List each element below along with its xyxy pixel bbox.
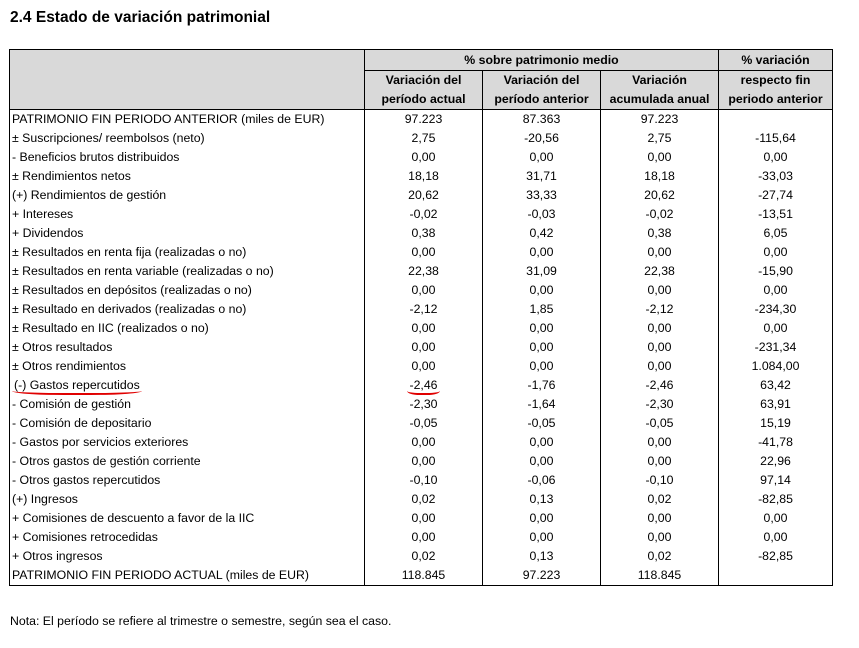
value-cell-col4 bbox=[719, 433, 833, 452]
value-cell-col1 bbox=[365, 509, 483, 528]
value-cell-col2 bbox=[483, 452, 601, 471]
value-text: 97.223 bbox=[404, 112, 443, 126]
value-text: 0,00 bbox=[647, 283, 672, 297]
value-text: 0,13 bbox=[529, 492, 554, 506]
value-cell-col2 bbox=[483, 319, 601, 338]
value-text: 0,00 bbox=[411, 150, 436, 164]
value-text: -41,78 bbox=[758, 435, 793, 449]
value-text: 0,00 bbox=[647, 435, 672, 449]
value-cell-col1 bbox=[365, 395, 483, 414]
value-text: 97.223 bbox=[522, 568, 561, 582]
table-header bbox=[10, 50, 833, 110]
table-row bbox=[10, 471, 833, 490]
value-text: 0,00 bbox=[529, 435, 554, 449]
value-text: -2,46 bbox=[645, 378, 674, 392]
value-text: 20,62 bbox=[408, 188, 439, 202]
value-text: -0,05 bbox=[409, 416, 438, 430]
row-label bbox=[10, 566, 365, 586]
value-cell-col3 bbox=[601, 566, 719, 586]
value-cell-col2 bbox=[483, 547, 601, 566]
value-cell-col3 bbox=[601, 224, 719, 243]
row-label bbox=[10, 167, 365, 186]
table-row bbox=[10, 395, 833, 414]
value-cell-col4 bbox=[719, 338, 833, 357]
value-text: 31,71 bbox=[526, 169, 557, 183]
row-label-text: ± Resultados en depósitos (realizadas o no) bbox=[12, 283, 252, 297]
row-label-text: PATRIMONIO FIN PERIODO ACTUAL (miles de EUR) bbox=[12, 568, 309, 582]
row-label bbox=[10, 129, 365, 148]
value-text: 0,00 bbox=[411, 321, 436, 335]
value-cell-col1 bbox=[365, 376, 483, 395]
value-cell-col3 bbox=[601, 148, 719, 167]
header-label-blank bbox=[10, 50, 365, 110]
value-cell-col4 bbox=[719, 547, 833, 566]
row-label-text: ± Resultados en renta fija (realizadas o no) bbox=[12, 245, 247, 259]
row-label-text: (+) Ingresos bbox=[12, 492, 78, 506]
value-cell-col3 bbox=[601, 338, 719, 357]
row-label-text: ± Resultado en IIC (realizados o no) bbox=[12, 321, 209, 335]
row-label-text: ± Otros resultados bbox=[12, 340, 113, 354]
value-text: -82,85 bbox=[758, 549, 793, 563]
value-cell-col1 bbox=[365, 414, 483, 433]
table-row bbox=[10, 547, 833, 566]
table-row bbox=[10, 262, 833, 281]
value-cell-col4 bbox=[719, 376, 833, 395]
value-text: 0,00 bbox=[647, 530, 672, 544]
row-label bbox=[10, 110, 365, 130]
value-text: 0,00 bbox=[529, 340, 554, 354]
row-label bbox=[10, 395, 365, 414]
value-text: 31,09 bbox=[526, 264, 557, 278]
value-cell-col1 bbox=[365, 186, 483, 205]
value-text: 118.845 bbox=[637, 568, 682, 582]
value-cell-col2 bbox=[483, 395, 601, 414]
value-cell-col1 bbox=[365, 338, 483, 357]
row-label bbox=[10, 319, 365, 338]
value-cell-col1 bbox=[365, 167, 483, 186]
value-text: -234,30 bbox=[754, 302, 797, 316]
value-text: 0,00 bbox=[763, 283, 788, 297]
value-cell-col2 bbox=[483, 205, 601, 224]
value-cell-col2 bbox=[483, 414, 601, 433]
value-cell-col3 bbox=[601, 243, 719, 262]
value-cell-col3 bbox=[601, 262, 719, 281]
header-pct-line2: respecto fin bbox=[719, 71, 833, 91]
value-text: 0,00 bbox=[529, 283, 554, 297]
table-row bbox=[10, 528, 833, 547]
value-text: 18,18 bbox=[408, 169, 439, 183]
row-label bbox=[10, 224, 365, 243]
value-text: 0,00 bbox=[411, 530, 436, 544]
header-col2-line1: Variación del bbox=[483, 71, 601, 91]
value-text: 0,00 bbox=[763, 321, 788, 335]
value-text: -0,10 bbox=[409, 473, 438, 487]
row-label bbox=[10, 433, 365, 452]
value-text: -1,76 bbox=[527, 378, 556, 392]
value-cell-col1 bbox=[365, 452, 483, 471]
value-cell-col2 bbox=[483, 528, 601, 547]
row-label-text: + Dividendos bbox=[12, 226, 84, 240]
value-text: -2,12 bbox=[409, 302, 438, 316]
value-text: 0,02 bbox=[647, 549, 672, 563]
table-row bbox=[10, 205, 833, 224]
table-row bbox=[10, 300, 833, 319]
value-cell-col2 bbox=[483, 243, 601, 262]
table-row bbox=[10, 414, 833, 433]
value-text: 1.084,00 bbox=[751, 359, 800, 373]
value-cell-col1 bbox=[365, 433, 483, 452]
value-cell-col3 bbox=[601, 281, 719, 300]
value-text: -0,06 bbox=[527, 473, 556, 487]
value-cell-col2 bbox=[483, 357, 601, 376]
value-text: -2,30 bbox=[645, 397, 674, 411]
value-cell-col2 bbox=[483, 376, 601, 395]
value-text: 87.363 bbox=[522, 112, 561, 126]
value-text: 0,42 bbox=[529, 226, 554, 240]
table-body bbox=[10, 110, 833, 586]
row-label-text: + Intereses bbox=[12, 207, 74, 221]
row-label-text: + Comisiones de descuento a favor de la IIC bbox=[12, 511, 255, 525]
row-label bbox=[10, 547, 365, 566]
value-text: 0,02 bbox=[647, 492, 672, 506]
value-text: -33,03 bbox=[758, 169, 793, 183]
value-text: 0,00 bbox=[411, 245, 436, 259]
header-col1-line2: período actual bbox=[365, 90, 483, 110]
row-label-text: ± Resultado en derivados (realizadas o no) bbox=[12, 302, 247, 316]
value-text: 18,18 bbox=[644, 169, 675, 183]
value-text: 0,00 bbox=[647, 511, 672, 525]
value-cell-col1 bbox=[365, 490, 483, 509]
value-cell-col1 bbox=[365, 262, 483, 281]
row-label bbox=[10, 490, 365, 509]
row-label bbox=[10, 338, 365, 357]
value-cell-col3 bbox=[601, 357, 719, 376]
value-text: -2,30 bbox=[409, 397, 438, 411]
value-cell-col1 bbox=[365, 281, 483, 300]
value-cell-col4 bbox=[719, 129, 833, 148]
value-cell-col3 bbox=[601, 490, 719, 509]
value-text: 0,00 bbox=[411, 511, 436, 525]
table-row bbox=[10, 566, 833, 586]
value-cell-col2 bbox=[483, 490, 601, 509]
value-text: 0,13 bbox=[529, 549, 554, 563]
value-text: 2,75 bbox=[647, 131, 672, 145]
value-cell-col1 bbox=[365, 148, 483, 167]
value-cell-col3 bbox=[601, 395, 719, 414]
table-row bbox=[10, 319, 833, 338]
value-cell-col2 bbox=[483, 338, 601, 357]
value-text: -27,74 bbox=[758, 188, 793, 202]
table-row bbox=[10, 148, 833, 167]
value-cell-col2 bbox=[483, 148, 601, 167]
value-text: 33,33 bbox=[526, 188, 557, 202]
value-cell-col4 bbox=[719, 490, 833, 509]
row-label-text: ± Suscripciones/ reembolsos (neto) bbox=[12, 131, 205, 145]
value-cell-col4 bbox=[719, 110, 833, 130]
value-cell-col3 bbox=[601, 319, 719, 338]
value-cell-col2 bbox=[483, 281, 601, 300]
value-cell-col2 bbox=[483, 129, 601, 148]
value-cell-col1 bbox=[365, 224, 483, 243]
value-cell-col2 bbox=[483, 566, 601, 586]
value-text: 0,00 bbox=[763, 245, 788, 259]
row-label bbox=[10, 509, 365, 528]
row-label-text: + Otros ingresos bbox=[12, 549, 103, 563]
value-cell-col4 bbox=[719, 528, 833, 547]
table-row bbox=[10, 110, 833, 130]
row-label-text: + Comisiones retrocedidas bbox=[12, 530, 158, 544]
footnote: Nota: El período se refiere al trimestre o semestre, según sea el caso. bbox=[10, 614, 392, 628]
value-cell-col4 bbox=[719, 509, 833, 528]
value-cell-col3 bbox=[601, 509, 719, 528]
value-text: 0,00 bbox=[411, 435, 436, 449]
value-text: 0,00 bbox=[529, 359, 554, 373]
row-label bbox=[10, 281, 365, 300]
value-cell-col4 bbox=[719, 357, 833, 376]
table-row bbox=[10, 433, 833, 452]
row-label bbox=[10, 243, 365, 262]
value-cell-col2 bbox=[483, 110, 601, 130]
value-text: 0,00 bbox=[529, 245, 554, 259]
value-cell-col3 bbox=[601, 528, 719, 547]
value-cell-col4 bbox=[719, 300, 833, 319]
value-cell-col3 bbox=[601, 110, 719, 130]
value-cell-col2 bbox=[483, 186, 601, 205]
value-text: -115,64 bbox=[755, 131, 796, 145]
value-cell-col4 bbox=[719, 471, 833, 490]
value-text: 97,14 bbox=[760, 473, 791, 487]
value-text: 1,85 bbox=[529, 302, 554, 316]
highlighted-row-label: (-) Gastos repercutidos bbox=[12, 377, 142, 395]
row-label-text: ± Otros rendimientos bbox=[12, 359, 127, 373]
value-text: -0,02 bbox=[409, 207, 438, 221]
value-text: 0,00 bbox=[647, 245, 672, 259]
value-cell-col4 bbox=[719, 262, 833, 281]
value-cell-col1 bbox=[365, 471, 483, 490]
value-cell-col3 bbox=[601, 471, 719, 490]
value-text: 2,75 bbox=[411, 131, 436, 145]
table-row bbox=[10, 376, 833, 395]
row-label-text: - Comisión de gestión bbox=[12, 397, 131, 411]
value-cell-col4 bbox=[719, 243, 833, 262]
row-label-text: - Comisión de depositario bbox=[12, 416, 152, 430]
row-label bbox=[10, 148, 365, 167]
header-col3-line1: Variación bbox=[601, 71, 719, 91]
value-cell-col3 bbox=[601, 300, 719, 319]
value-cell-col2 bbox=[483, 167, 601, 186]
value-cell-col2 bbox=[483, 224, 601, 243]
value-text: 0,00 bbox=[647, 340, 672, 354]
row-label bbox=[10, 300, 365, 319]
header-col3-line2: acumulada anual bbox=[601, 90, 719, 110]
value-text: 0,00 bbox=[411, 454, 436, 468]
table-row bbox=[10, 129, 833, 148]
row-label bbox=[10, 528, 365, 547]
value-text: -0,05 bbox=[645, 416, 674, 430]
row-label-text: - Gastos por servicios exteriores bbox=[12, 435, 189, 449]
value-cell-col1 bbox=[365, 110, 483, 130]
row-label bbox=[10, 357, 365, 376]
value-text: -15,90 bbox=[758, 264, 793, 278]
value-text: 0,00 bbox=[647, 150, 672, 164]
value-text: -231,34 bbox=[754, 340, 797, 354]
value-cell-col4 bbox=[719, 281, 833, 300]
value-cell-col2 bbox=[483, 433, 601, 452]
value-text: -0,10 bbox=[645, 473, 674, 487]
value-text: 0,00 bbox=[529, 511, 554, 525]
value-cell-col4 bbox=[719, 395, 833, 414]
value-cell-col4 bbox=[719, 186, 833, 205]
value-cell-col4 bbox=[719, 566, 833, 586]
value-text: 0,00 bbox=[647, 454, 672, 468]
value-cell-col1 bbox=[365, 243, 483, 262]
value-text: -1,64 bbox=[527, 397, 556, 411]
table-row bbox=[10, 338, 833, 357]
section-title: 2.4 Estado de variación patrimonial bbox=[10, 9, 271, 26]
value-text: -2,12 bbox=[645, 302, 674, 316]
value-cell-col1 bbox=[365, 129, 483, 148]
value-cell-col3 bbox=[601, 452, 719, 471]
value-cell-col1 bbox=[365, 566, 483, 586]
value-text: 0,00 bbox=[529, 454, 554, 468]
value-text: -13,51 bbox=[758, 207, 793, 221]
header-col1-line1: Variación del bbox=[365, 71, 483, 91]
value-cell-col1 bbox=[365, 528, 483, 547]
row-label-text: ± Resultados en renta variable (realizadas o no) bbox=[12, 264, 274, 278]
value-text: 0,00 bbox=[411, 359, 436, 373]
value-cell-col4 bbox=[719, 414, 833, 433]
value-text: 0,00 bbox=[763, 511, 788, 525]
table-row bbox=[10, 243, 833, 262]
header-col2-line2: período anterior bbox=[483, 90, 601, 110]
value-text: 118.845 bbox=[401, 568, 446, 582]
value-cell-col3 bbox=[601, 205, 719, 224]
value-text: 0,02 bbox=[411, 549, 436, 563]
value-text: 0,00 bbox=[763, 150, 788, 164]
header-group-label: % sobre patrimonio medio bbox=[365, 50, 719, 71]
value-cell-col4 bbox=[719, 452, 833, 471]
row-label-text: - Otros gastos repercutidos bbox=[12, 473, 161, 487]
value-text: 22,38 bbox=[408, 264, 439, 278]
value-text: 0,00 bbox=[411, 340, 436, 354]
table-row bbox=[10, 490, 833, 509]
value-text: 20,62 bbox=[644, 188, 675, 202]
value-text: 0,38 bbox=[411, 226, 436, 240]
value-cell-col1 bbox=[365, 357, 483, 376]
value-text: 0,00 bbox=[647, 321, 672, 335]
value-cell-col1 bbox=[365, 319, 483, 338]
header-pct-line1: % variación bbox=[719, 50, 833, 71]
row-label bbox=[10, 186, 365, 205]
value-cell-col3 bbox=[601, 186, 719, 205]
value-cell-col1 bbox=[365, 300, 483, 319]
header-pct-line3: periodo anterior bbox=[719, 90, 833, 110]
table-row bbox=[10, 186, 833, 205]
value-text: 0,00 bbox=[647, 359, 672, 373]
row-label-text: (+) Rendimientos de gestión bbox=[12, 188, 167, 202]
value-cell-col1 bbox=[365, 205, 483, 224]
row-label-text: - Otros gastos de gestión corriente bbox=[12, 454, 201, 468]
value-cell-col4 bbox=[719, 319, 833, 338]
row-label bbox=[10, 414, 365, 433]
value-cell-col2 bbox=[483, 300, 601, 319]
value-text: 15,19 bbox=[760, 416, 791, 430]
table-row bbox=[10, 281, 833, 300]
value-cell-col2 bbox=[483, 509, 601, 528]
value-cell-col3 bbox=[601, 376, 719, 395]
value-text: -0,02 bbox=[645, 207, 674, 221]
value-text: -82,85 bbox=[758, 492, 793, 506]
value-text: -0,03 bbox=[527, 207, 556, 221]
row-label-text: - Beneficios brutos distribuidos bbox=[12, 150, 180, 164]
value-cell-col4 bbox=[719, 148, 833, 167]
row-label bbox=[10, 205, 365, 224]
value-cell-col3 bbox=[601, 129, 719, 148]
table-row bbox=[10, 224, 833, 243]
table-row bbox=[10, 357, 833, 376]
value-cell-col3 bbox=[601, 547, 719, 566]
row-label bbox=[10, 262, 365, 281]
value-text: -0,05 bbox=[527, 416, 556, 430]
value-text: 63,42 bbox=[760, 378, 791, 392]
row-label bbox=[10, 376, 365, 395]
row-label bbox=[10, 471, 365, 490]
value-cell-col3 bbox=[601, 167, 719, 186]
value-text: 0,02 bbox=[411, 492, 436, 506]
row-label-text: ± Rendimientos netos bbox=[12, 169, 131, 183]
value-text: 0,00 bbox=[529, 321, 554, 335]
value-cell-col4 bbox=[719, 205, 833, 224]
highlighted-value: -2,46 bbox=[407, 377, 439, 395]
value-cell-col2 bbox=[483, 262, 601, 281]
value-text: 0,38 bbox=[647, 226, 672, 240]
value-cell-col1 bbox=[365, 547, 483, 566]
value-text: 0,00 bbox=[529, 530, 554, 544]
value-text: 22,96 bbox=[760, 454, 791, 468]
value-text: 6,05 bbox=[763, 226, 788, 240]
value-cell-col3 bbox=[601, 433, 719, 452]
table-row bbox=[10, 509, 833, 528]
value-cell-col3 bbox=[601, 414, 719, 433]
value-text: 0,00 bbox=[529, 150, 554, 164]
row-label-text: PATRIMONIO FIN PERIODO ANTERIOR (miles de EUR) bbox=[12, 112, 325, 126]
table-row bbox=[10, 452, 833, 471]
value-text: 97.223 bbox=[640, 112, 679, 126]
value-text: 0,00 bbox=[763, 530, 788, 544]
value-cell-col4 bbox=[719, 224, 833, 243]
value-text: 22,38 bbox=[644, 264, 675, 278]
row-label bbox=[10, 452, 365, 471]
value-cell-col4 bbox=[719, 167, 833, 186]
table-row bbox=[10, 167, 833, 186]
value-text: -20,56 bbox=[524, 131, 559, 145]
value-text: 0,00 bbox=[411, 283, 436, 297]
value-cell-col2 bbox=[483, 471, 601, 490]
value-text: 63,91 bbox=[760, 397, 791, 411]
variation-table bbox=[9, 49, 833, 586]
